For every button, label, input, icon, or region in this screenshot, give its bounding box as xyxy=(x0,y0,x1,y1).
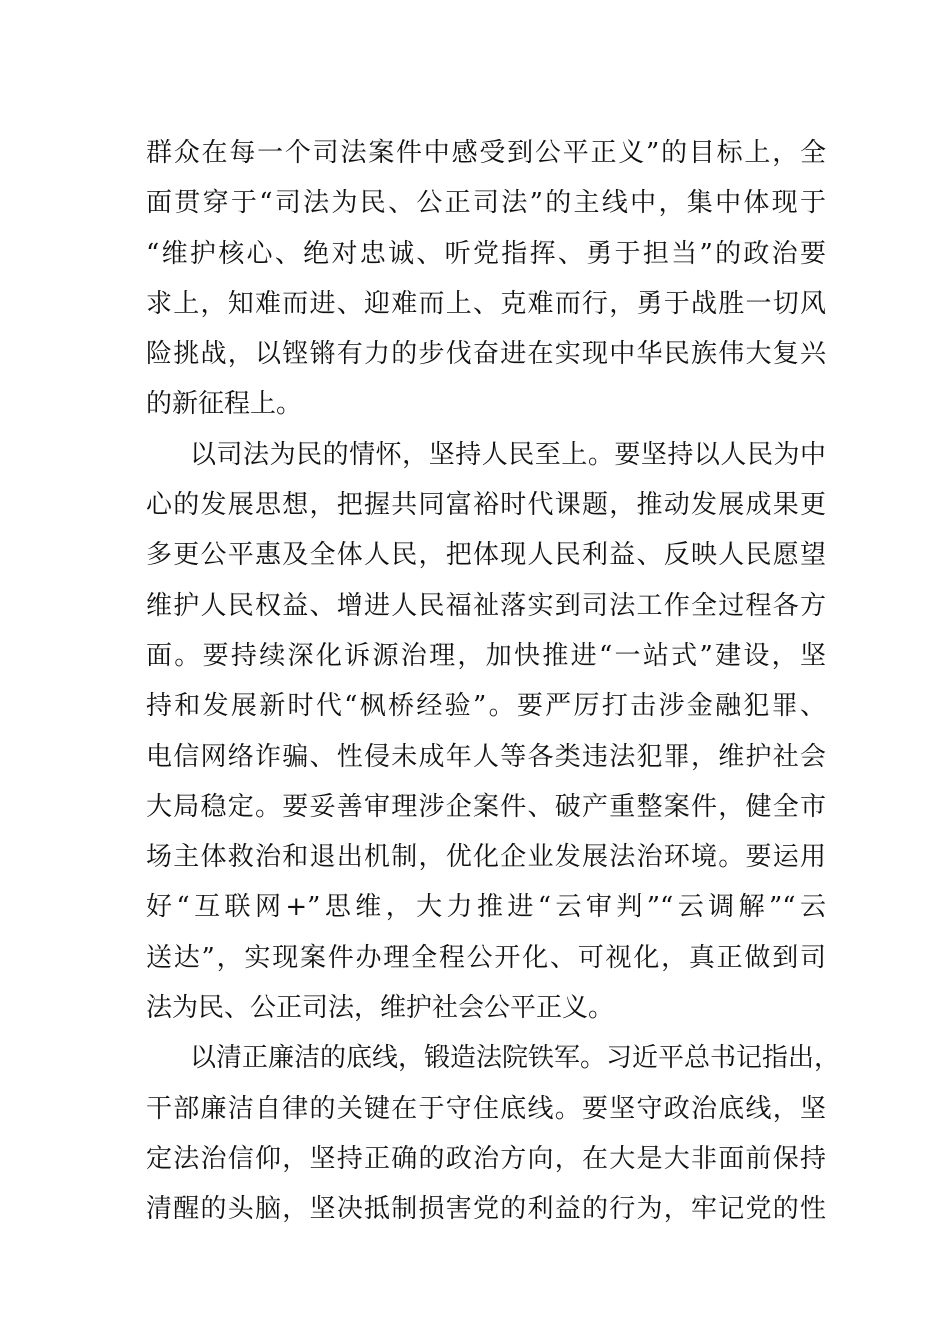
text-line: 场主体救治和退出机制，优化企业发展法治环境。要运用 xyxy=(146,842,826,873)
text-line: 干部廉洁自律的关键在于守住底线。要坚守政治底线，坚 xyxy=(146,1093,826,1124)
paragraph-first-line: 以清正廉洁的底线，锻造法院铁军。习近平总书记指出， xyxy=(190,1043,841,1074)
text-line: 持和发展新时代“枫桥经验”。要严厉打击涉金融犯罪、 xyxy=(146,691,826,722)
text-line: 险挑战，以铿锵有力的步伐奋进在实现中华民族伟大复兴 xyxy=(146,339,826,370)
text-line: “维护核心、绝对忠诚、听党指挥、勇于担当”的政治要 xyxy=(146,238,826,269)
text-line: 面贯穿于“司法为民、公正司法”的主线中，集中体现于 xyxy=(146,188,826,219)
text-line: 电信网络诈骗、性侵未成年人等各类违法犯罪，维护社会 xyxy=(146,741,826,772)
text-line: 送达”，实现案件办理全程公开化、可视化，真正做到司 xyxy=(146,942,826,973)
text-line: 面。要持续深化诉源治理，加快推进“一站式”建设，坚 xyxy=(146,640,826,671)
text-line: 的新征程上。 xyxy=(146,389,303,420)
text-line: 求上，知难而进、迎难而上、克难而行，勇于战胜一切风 xyxy=(146,288,826,319)
text-line: 群众在每一个司法案件中感受到公平正义”的目标上，全 xyxy=(146,138,826,168)
text-line: 心的发展思想，把握共同富裕时代课题，推动发展成果更 xyxy=(146,490,826,521)
text-line: 多更公平惠及全体人民，把体现人民利益、反映人民愿望 xyxy=(146,540,826,571)
text-line: 清醒的头脑，坚决抵制损害党的利益的行为，牢记党的性 xyxy=(146,1194,826,1225)
text-line: 好“互联网+”思维，大力推进“云审判”“云调解”“云 xyxy=(146,892,826,923)
text-line: 法为民、公正司法，维护社会公平正义。 xyxy=(146,993,615,1024)
document-body-text xyxy=(146,128,841,1235)
paragraph-first-line: 以司法为民的情怀，坚持人民至上。要坚持以人民为中 xyxy=(190,439,826,470)
text-line: 大局稳定。要妥善审理涉企案件、破产重整案件，健全市 xyxy=(146,791,826,822)
text-line: 维护人民权益、增进人民福祉落实到司法工作全过程各方 xyxy=(146,590,826,621)
text-line: 定法治信仰，坚持正确的政治方向，在大是大非面前保持 xyxy=(146,1143,826,1174)
